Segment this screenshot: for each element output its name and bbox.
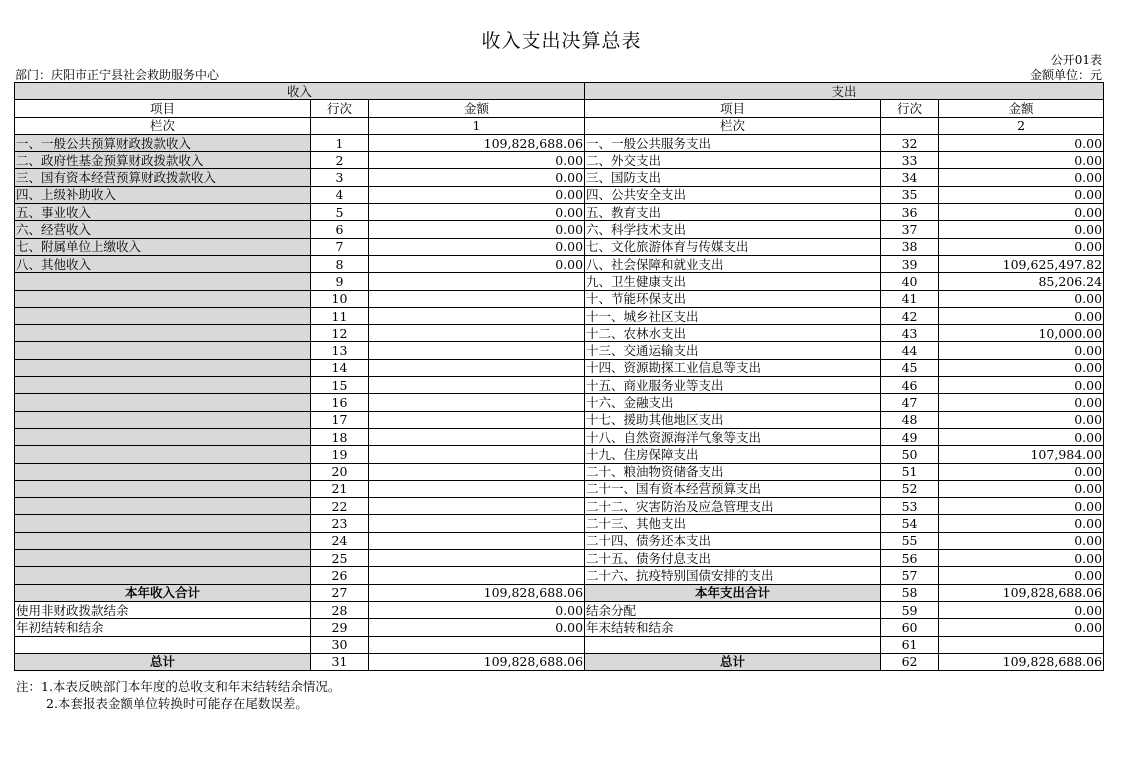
income-item-cell (15, 480, 311, 497)
income-item-cell: 一、一般公共预算财政拨款收入 (15, 134, 311, 151)
income-item-cell: 三、国有资本经营预算财政拨款收入 (15, 169, 311, 186)
expense-item-cell: 十八、自然资源海洋气象等支出 (585, 428, 881, 445)
income-amount-cell (369, 480, 585, 497)
income-row-number: 20 (311, 463, 369, 480)
expense-row-number: 55 (881, 532, 939, 549)
income-amount-cell (369, 515, 585, 532)
table-row (15, 498, 1104, 515)
table-row (15, 255, 1104, 272)
table-row (15, 480, 1104, 497)
income-row-number: 12 (311, 325, 369, 342)
income-row-number: 28 (311, 601, 369, 618)
table-row (15, 307, 1104, 324)
expense-amount-cell: 0.00 (939, 601, 1104, 618)
income-amount-cell: 0.00 (369, 152, 585, 169)
expense-row-number: 54 (881, 515, 939, 532)
income-item-cell (15, 307, 311, 324)
expense-item-cell: 十一、城乡社区支出 (585, 307, 881, 324)
income-amount-cell: 0.00 (369, 255, 585, 272)
income-row-number: 25 (311, 550, 369, 567)
income-amount-cell (369, 567, 585, 584)
income-row-number: 8 (311, 255, 369, 272)
table-row (15, 325, 1104, 342)
income-amount-cell: 109,828,688.06 (369, 584, 585, 601)
table-row (15, 394, 1104, 411)
income-item-cell (15, 636, 311, 653)
income-item-cell: 二、政府性基金预算财政拨款收入 (15, 152, 311, 169)
grand-total-row (15, 653, 1104, 670)
expense-item-cell: 六、科学技术支出 (585, 221, 881, 238)
income-item-cell: 七、附属单位上缴收入 (15, 238, 311, 255)
expense-item-cell: 三、国防支出 (585, 169, 881, 186)
income-item-cell (15, 342, 311, 359)
expense-item-cell: 二十三、其他支出 (585, 515, 881, 532)
expense-amount-cell: 0.00 (939, 169, 1104, 186)
income-amount-cell: 0.00 (369, 601, 585, 618)
expense-item-cell: 十二、农林水支出 (585, 325, 881, 342)
income-amount-cell (369, 377, 585, 394)
income-rowno-header: 行次 (311, 100, 369, 117)
income-row-number: 1 (311, 134, 369, 151)
expense-item-cell: 十九、住房保障支出 (585, 446, 881, 463)
expense-amount-cell: 0.00 (939, 480, 1104, 497)
expense-item-cell: 十三、交通运输支出 (585, 342, 881, 359)
expense-item-cell: 结余分配 (585, 601, 881, 618)
income-item-cell: 使用非财政拨款结余 (15, 601, 311, 618)
income-row-number: 4 (311, 186, 369, 203)
expense-item-header: 项目 (585, 100, 881, 117)
income-amount-cell (369, 446, 585, 463)
income-amount-cell (369, 463, 585, 480)
income-column-index-blank (311, 117, 369, 134)
table-row (15, 550, 1104, 567)
expense-amount-cell: 0.00 (939, 428, 1104, 445)
income-row-number: 17 (311, 411, 369, 428)
notes (16, 678, 340, 712)
expense-amount-cell: 10,000.00 (939, 325, 1104, 342)
expense-row-number: 59 (881, 601, 939, 618)
income-amount-cell: 0.00 (369, 619, 585, 636)
income-row-number: 11 (311, 307, 369, 324)
form-number: 公开01表 (1050, 53, 1102, 67)
table-row (15, 342, 1104, 359)
expense-amount-cell: 0.00 (939, 532, 1104, 549)
income-amount-cell (369, 550, 585, 567)
income-amount-cell (369, 290, 585, 307)
expense-item-cell: 二十五、债务付息支出 (585, 550, 881, 567)
income-item-cell (15, 411, 311, 428)
expense-item-cell: 十七、援助其他地区支出 (585, 411, 881, 428)
expense-row-number: 60 (881, 619, 939, 636)
expense-item-cell: 十、节能环保支出 (585, 290, 881, 307)
expense-row-number: 42 (881, 307, 939, 324)
income-item-cell (15, 428, 311, 445)
expense-column-index-blank (881, 117, 939, 134)
expense-amount-cell: 107,984.00 (939, 446, 1104, 463)
table-row (15, 273, 1104, 290)
expense-amount-cell: 0.00 (939, 394, 1104, 411)
income-item-cell (15, 498, 311, 515)
income-row-number: 21 (311, 480, 369, 497)
income-amount-cell: 0.00 (369, 169, 585, 186)
table-row (15, 446, 1104, 463)
income-item-cell: 总计 (15, 653, 311, 670)
income-amount-cell (369, 532, 585, 549)
expense-amount-cell: 0.00 (939, 186, 1104, 203)
expense-row-number: 32 (881, 134, 939, 151)
year-total-row (15, 584, 1104, 601)
expense-item-cell: 二十四、债务还本支出 (585, 532, 881, 549)
expense-amount-cell: 0.00 (939, 515, 1104, 532)
income-item-cell (15, 325, 311, 342)
expense-item-cell: 本年支出合计 (585, 584, 881, 601)
expense-row-number: 51 (881, 463, 939, 480)
expense-amount-cell (939, 636, 1104, 653)
expense-item-cell: 二、外交支出 (585, 152, 881, 169)
table-row (15, 290, 1104, 307)
expense-amount-cell: 0.00 (939, 134, 1104, 151)
income-row-number: 23 (311, 515, 369, 532)
expense-rowno-header: 行次 (881, 100, 939, 117)
income-row-number: 24 (311, 532, 369, 549)
table-row (15, 463, 1104, 480)
income-amount-cell: 109,828,688.06 (369, 653, 585, 670)
section-header-row (15, 83, 1104, 100)
note-line-1: 注：1.本表反映部门本年度的总收支和年末结转结余情况。 (16, 679, 341, 694)
expense-item-cell: 七、文化旅游体育与传媒支出 (585, 238, 881, 255)
expense-row-number: 47 (881, 394, 939, 411)
expense-amount-cell: 109,828,688.06 (939, 584, 1104, 601)
income-item-cell (15, 290, 311, 307)
expense-row-number: 39 (881, 255, 939, 272)
income-row-number: 2 (311, 152, 369, 169)
expense-amount-cell: 0.00 (939, 204, 1104, 221)
income-item-cell (15, 446, 311, 463)
expense-amount-cell: 0.00 (939, 221, 1104, 238)
table-row (15, 428, 1104, 445)
income-row-number: 19 (311, 446, 369, 463)
expense-item-cell: 一、一般公共服务支出 (585, 134, 881, 151)
income-amount-cell (369, 636, 585, 653)
expense-row-number: 34 (881, 169, 939, 186)
expense-item-cell: 十六、金融支出 (585, 394, 881, 411)
expense-amount-cell: 0.00 (939, 463, 1104, 480)
income-amount-cell (369, 325, 585, 342)
expense-amount-cell: 85,206.24 (939, 273, 1104, 290)
income-amount-cell (369, 498, 585, 515)
page-title: 收入支出决算总表 (481, 30, 642, 52)
expense-amount-cell: 0.00 (939, 238, 1104, 255)
expense-amount-cell: 0.00 (939, 411, 1104, 428)
income-row-number: 26 (311, 567, 369, 584)
table-row (15, 601, 1104, 618)
income-amount-cell (369, 428, 585, 445)
income-expense-table (14, 82, 1104, 671)
income-amount-cell: 0.00 (369, 186, 585, 203)
income-item-cell: 五、事业收入 (15, 204, 311, 221)
expense-item-cell: 二十、粮油物资储备支出 (585, 463, 881, 480)
table-row (15, 238, 1104, 255)
income-row-number: 7 (311, 238, 369, 255)
expense-row-number: 53 (881, 498, 939, 515)
expense-row-number: 57 (881, 567, 939, 584)
expense-item-cell: 二十二、灾害防治及应急管理支出 (585, 498, 881, 515)
income-amount-cell (369, 394, 585, 411)
income-amount-cell (369, 307, 585, 324)
expense-row-number: 45 (881, 359, 939, 376)
expense-row-number: 46 (881, 377, 939, 394)
table-row (15, 221, 1104, 238)
table-row (15, 532, 1104, 549)
expense-row-number: 58 (881, 584, 939, 601)
expense-item-cell (585, 636, 881, 653)
expense-row-number: 62 (881, 653, 939, 670)
income-row-number: 9 (311, 273, 369, 290)
table-row (15, 515, 1104, 532)
expense-row-number: 49 (881, 428, 939, 445)
expense-section-header: 支出 (585, 83, 1104, 100)
income-amount-header: 金额 (369, 100, 585, 117)
income-row-number: 31 (311, 653, 369, 670)
expense-column-index: 2 (939, 117, 1104, 134)
expense-row-number: 36 (881, 204, 939, 221)
expense-row-number: 52 (881, 480, 939, 497)
table-row (15, 359, 1104, 376)
income-item-cell (15, 550, 311, 567)
income-section-header: 收入 (15, 83, 585, 100)
expense-row-number: 56 (881, 550, 939, 567)
income-row-number: 22 (311, 498, 369, 515)
expense-amount-cell: 0.00 (939, 152, 1104, 169)
income-item-cell (15, 463, 311, 480)
expense-row-number: 48 (881, 411, 939, 428)
expense-amount-cell: 0.00 (939, 550, 1104, 567)
table-row (15, 186, 1104, 203)
income-item-cell (15, 532, 311, 549)
column-header-row (15, 100, 1104, 117)
expense-row-number: 43 (881, 325, 939, 342)
expense-item-cell: 十五、商业服务业等支出 (585, 377, 881, 394)
table-row (15, 152, 1104, 169)
income-amount-cell (369, 411, 585, 428)
income-column-label: 栏次 (15, 117, 311, 134)
income-amount-cell: 109,828,688.06 (369, 134, 585, 151)
expense-row-number: 40 (881, 273, 939, 290)
expense-row-number: 37 (881, 221, 939, 238)
income-amount-cell (369, 359, 585, 376)
table-row (15, 204, 1104, 221)
expense-item-cell: 八、社会保障和就业支出 (585, 255, 881, 272)
income-row-number: 30 (311, 636, 369, 653)
table-row (15, 636, 1104, 653)
income-item-cell: 四、上级补助收入 (15, 186, 311, 203)
income-item-cell (15, 515, 311, 532)
table-row (15, 411, 1104, 428)
expense-amount-cell: 0.00 (939, 307, 1104, 324)
income-row-number: 3 (311, 169, 369, 186)
expense-item-cell: 二十六、抗疫特别国债安排的支出 (585, 567, 881, 584)
expense-amount-cell: 0.00 (939, 377, 1104, 394)
expense-amount-cell: 0.00 (939, 498, 1104, 515)
income-amount-cell: 0.00 (369, 238, 585, 255)
income-row-number: 15 (311, 377, 369, 394)
income-row-number: 16 (311, 394, 369, 411)
expense-amount-cell: 0.00 (939, 359, 1104, 376)
income-row-number: 13 (311, 342, 369, 359)
expense-item-cell: 十四、资源勘探工业信息等支出 (585, 359, 881, 376)
income-item-cell (15, 394, 311, 411)
expense-amount-header: 金额 (939, 100, 1104, 117)
income-amount-cell: 0.00 (369, 204, 585, 221)
income-item-cell: 八、其他收入 (15, 255, 311, 272)
income-amount-cell: 0.00 (369, 221, 585, 238)
expense-row-number: 61 (881, 636, 939, 653)
table-row (15, 619, 1104, 636)
expense-amount-cell: 0.00 (939, 567, 1104, 584)
table-row (15, 377, 1104, 394)
income-row-number: 14 (311, 359, 369, 376)
expense-amount-cell: 0.00 (939, 342, 1104, 359)
income-row-number: 29 (311, 619, 369, 636)
income-row-number: 10 (311, 290, 369, 307)
expense-item-cell: 九、卫生健康支出 (585, 273, 881, 290)
expense-amount-cell: 109,625,497.82 (939, 255, 1104, 272)
income-row-number: 6 (311, 221, 369, 238)
expense-item-cell: 五、教育支出 (585, 204, 881, 221)
expense-row-number: 35 (881, 186, 939, 203)
expense-amount-cell: 109,828,688.06 (939, 653, 1104, 670)
expense-row-number: 38 (881, 238, 939, 255)
expense-amount-cell: 0.00 (939, 619, 1104, 636)
amount-unit-label: 金额单位：元 (1029, 68, 1102, 82)
income-item-cell (15, 273, 311, 290)
income-row-number: 27 (311, 584, 369, 601)
note-line-2: 2.本套报表金额单位转换时可能存在尾数误差。 (46, 696, 308, 711)
table-row (15, 134, 1104, 151)
income-row-number: 5 (311, 204, 369, 221)
income-column-index: 1 (369, 117, 585, 134)
income-item-cell (15, 567, 311, 584)
income-item-cell: 年初结转和结余 (15, 619, 311, 636)
income-item-cell: 六、经营收入 (15, 221, 311, 238)
income-amount-cell (369, 342, 585, 359)
table-row (15, 169, 1104, 186)
expense-row-number: 50 (881, 446, 939, 463)
expense-row-number: 44 (881, 342, 939, 359)
expense-item-cell: 二十一、国有资本经营预算支出 (585, 480, 881, 497)
income-item-cell (15, 377, 311, 394)
table-row (15, 567, 1104, 584)
income-amount-cell (369, 273, 585, 290)
income-row-number: 18 (311, 428, 369, 445)
income-item-cell (15, 359, 311, 376)
income-item-header: 项目 (15, 100, 311, 117)
expense-item-cell: 总计 (585, 653, 881, 670)
column-index-row (15, 117, 1104, 134)
expense-item-cell: 年末结转和结余 (585, 619, 881, 636)
expense-row-number: 33 (881, 152, 939, 169)
expense-amount-cell: 0.00 (939, 290, 1104, 307)
department-label: 部门：庆阳市正宁县社会救助服务中心 (15, 68, 220, 82)
expense-item-cell: 四、公共安全支出 (585, 186, 881, 203)
expense-column-label: 栏次 (585, 117, 881, 134)
income-item-cell: 本年收入合计 (15, 584, 311, 601)
expense-row-number: 41 (881, 290, 939, 307)
